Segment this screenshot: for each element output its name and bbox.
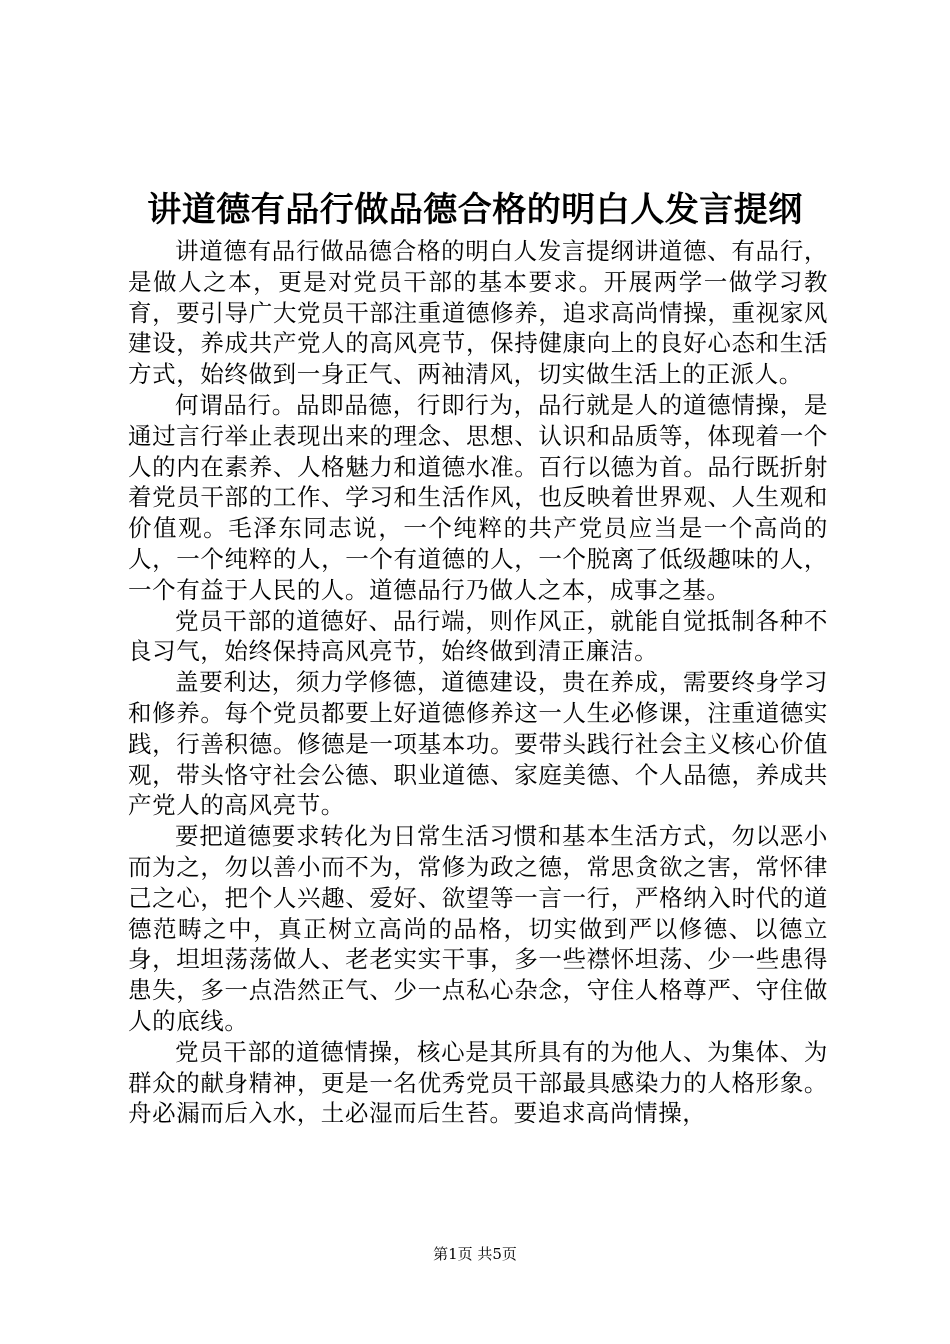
page-number: 第1页 共5页: [433, 1245, 517, 1263]
document-title: 讲道德有品行做品德合格的明白人发言提纲: [147, 190, 803, 230]
paragraph-6: 党员干部的道德情操，核心是其所具有的为他人、为集体、为群众的献身精神，更是一名优秀党员干部最具感染力的人格形象。舟必漏而后入水，土必湿而后生苔。要追求高尚情操，: [128, 1037, 828, 1128]
paragraph-5: 要把道德要求转化为日常生活习惯和基本生活方式，勿以恶小而为之，勿以善小而不为，常修为政之德，常思贪欲之害，常怀律己之心，把个人兴趣、爱好、欲望等一言一行，严格纳入时代的道德范畴之中，真正树立高尚的品格，切实做到严以修德、以德立身，坦坦荡荡做人、老老实实干事，多一些襟怀坦荡、少一些患得患失，多一点浩然正气、少一点私心杂念，守住人格尊严、守住做人的底线。: [128, 822, 828, 1035]
paragraph-4: 盖要利达，须力学修德，道德建设，贵在养成，需要终身学习和修养。每个党员都要上好道德修养这一人生必修课，注重道德实践，行善积德。修德是一项基本功。要带头践行社会主义核心价值观，带头恪守社会公德、职业道德、家庭美德、个人品德，养成共产党人的高风亮节。: [128, 668, 828, 820]
page-footer: [0, 1244, 950, 1264]
document-body: [128, 236, 828, 1129]
paragraph-3: 党员干部的道德好、品行端，则作风正，就能自觉抵制各种不良习气，始终保持高风亮节，始终做到清正廉洁。: [128, 606, 828, 666]
paragraph-1: 讲道德有品行做品德合格的明白人发言提纲讲道德、有品行，是做人之本，更是对党员干部的基本要求。开展两学一做学习教育，要引导广大党员干部注重道德修养，追求高尚情操，重视家风建设，养成共产党人的高风亮节，保持健康向上的良好心态和生活方式，始终做到一身正气、两袖清风，切实做生活上的正派人。: [128, 237, 828, 389]
paragraph-2: 何谓品行。品即品德，行即行为，品行就是人的道德情操，是通过言行举止表现出来的理念、思想、认识和品质等，体现着一个人的内在素养、人格魅力和道德水准。百行以德为首。品行既折射着党员干部的工作、学习和生活作风，也反映着世界观、人生观和价值观。毛泽东同志说，一个纯粹的共产党员应当是一个高尚的人，一个纯粹的人，一个有道德的人，一个脱离了低级趣味的人，一个有益于人民的人。道德品行乃做人之本，成事之基。: [128, 390, 828, 604]
